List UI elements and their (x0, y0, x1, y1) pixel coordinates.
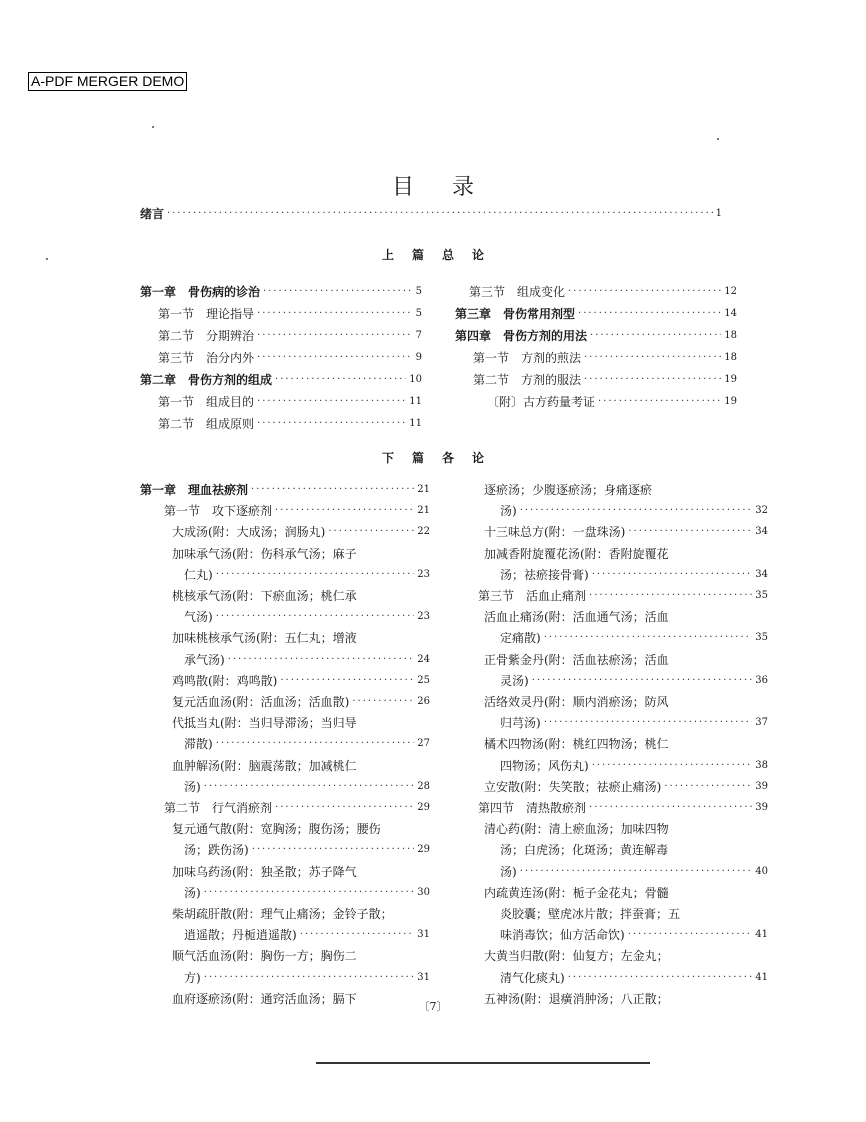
toc-entry-page: 40 (755, 865, 768, 877)
toc-entry[interactable] (484, 815, 768, 837)
toc-entry-page: 1 (715, 208, 722, 219)
leader-dots (216, 567, 415, 583)
toc-entry-title: 方) (184, 970, 201, 985)
toc-entry[interactable] (184, 879, 430, 901)
leader-dots (520, 503, 753, 519)
toc-entry-page: 18 (724, 352, 737, 363)
toc-entry-title: 血肿解汤(附：脑震荡散；加减桃仁 (172, 758, 357, 773)
toc-entry-page: 27 (417, 738, 430, 750)
leader-dots (257, 394, 406, 410)
toc-entry-page: 39 (755, 802, 768, 813)
toc-entry-page: 21 (417, 505, 430, 517)
toc-entry-title: 汤) (500, 504, 517, 519)
toc-entry-title: 归芎汤) (500, 716, 541, 731)
toc-entry[interactable] (172, 540, 430, 562)
toc-entry-title: 第四节 清热散瘀剂 (478, 801, 587, 815)
toc-entry-page: 5 (415, 308, 422, 319)
toc-entry-page: 31 (417, 971, 430, 983)
toc-entry-page: 23 (417, 611, 430, 623)
toc-entry-page: 30 (417, 886, 430, 898)
toc-entry-title: 第一章 骨伤病的诊治 (140, 285, 261, 299)
leader-dots (204, 885, 415, 901)
toc-entry-title: 炎胶囊；壁虎冰片散；拌蚕膏；五 (500, 907, 681, 921)
toc-entry-title: 汤；祛瘀接骨膏) (500, 567, 589, 582)
leader-dots (204, 970, 415, 986)
toc-entry[interactable] (484, 518, 768, 540)
leader-dots (628, 524, 752, 540)
toc-entry-title: 活络效灵丹(附：顺内消瘀汤；防风 (484, 695, 669, 709)
toc-entry-title: 鸡鸣散(附：鸡鸣散) (172, 673, 278, 688)
toc-entry[interactable] (172, 900, 430, 922)
toc-entry-intro[interactable] (140, 200, 722, 222)
leader-dots (664, 779, 752, 795)
toc-entry[interactable] (172, 942, 430, 964)
toc-entry-title: 仁丸) (184, 567, 213, 582)
toc-entry[interactable] (172, 667, 430, 689)
toc-entry[interactable] (500, 709, 768, 731)
toc-entry-title: 内疏黄连汤(附：栀子金花丸；骨髓 (484, 885, 669, 900)
toc-entry-title: 五神汤(附：退癀消肿汤；八正散； (484, 991, 669, 1006)
toc-entry[interactable] (172, 624, 430, 646)
toc-entry-title: 承气汤) (184, 652, 225, 667)
toc-entry[interactable] (484, 540, 768, 562)
leader-dots (300, 927, 415, 943)
toc-entry-page: 24 (417, 653, 430, 665)
toc-entry-title: 柴胡疏肝散(附：理气止痛汤；金铃子散； (172, 907, 393, 921)
toc-entry[interactable] (164, 497, 430, 519)
toc-entry-title: 汤) (184, 779, 201, 794)
toc-entry-title: 第三章 骨伤常用剂型 (455, 307, 576, 321)
demo-watermark: A-PDF MERGER DEMO (28, 72, 187, 91)
toc-entry-page: 38 (755, 759, 768, 771)
leader-dots (275, 503, 414, 519)
leader-dots (257, 306, 413, 322)
toc-entry-title: 正骨紫金丹(附：活血祛瘀汤；活血 (484, 652, 669, 667)
toc-entry-title: 大成汤(附：大成汤；润肠丸) (172, 525, 326, 540)
toc-entry-title: 汤) (184, 885, 201, 900)
toc-entry[interactable] (500, 858, 768, 880)
leader-dots (263, 284, 413, 300)
leader-dots (228, 652, 415, 668)
toc-entry-title: 大黄当归散(附：仙复方；左金丸； (484, 949, 669, 964)
toc-entry-title: 绪言 (140, 207, 165, 221)
toc-entry-title: 第一节 理论指导 (158, 307, 255, 321)
toc-entry-title: 汤) (500, 864, 517, 879)
toc-entry-title: 第二节 方剂的服法 (473, 373, 582, 387)
toc-entry[interactable] (500, 836, 768, 858)
toc-entry[interactable] (172, 688, 430, 710)
toc-entry[interactable] (484, 646, 768, 668)
toc-entry-page: 34 (755, 568, 768, 580)
toc-entry-title: 定痛散) (500, 631, 541, 646)
toc-entry-title: 复元通气散(附：宽胸汤；腹伤汤；腰伤 (172, 822, 381, 837)
toc-entry-title: 第三节 组成变化 (469, 285, 566, 299)
leader-dots (544, 715, 753, 731)
leader-dots (520, 864, 753, 880)
toc-entry-title: 加味承气汤(附：伤科承气汤；麻子 (172, 546, 357, 561)
leader-dots (584, 372, 721, 388)
toc-entry-title: 味消毒饮；仙方活命饮) (500, 928, 625, 943)
toc-entry-title: 第三节 治分内外 (158, 351, 255, 365)
toc-entry[interactable] (473, 366, 737, 388)
toc-entry-title: 第二节 行气消瘀剂 (164, 801, 273, 815)
toc-entry[interactable] (184, 836, 430, 858)
toc-entry[interactable] (484, 730, 768, 752)
toc-entry-title: 活血止痛汤(附：活血通气汤；活血 (484, 610, 669, 625)
toc-entry[interactable] (140, 476, 430, 498)
toc-entry-title: 汤；跌伤汤) (184, 843, 249, 858)
toc-entry-page: 22 (417, 526, 430, 538)
toc-entry-title: 橘术四物汤(附：桃红四物汤；桃仁 (484, 737, 669, 752)
toc-entry-title: 第一节 攻下逐瘀剂 (164, 504, 273, 519)
toc-entry[interactable] (158, 322, 422, 344)
toc-entry[interactable] (172, 709, 430, 731)
toc-entry-page: 25 (417, 674, 430, 686)
toc-entry[interactable] (164, 794, 430, 816)
toc-entry[interactable] (140, 366, 422, 388)
toc-entry-page: 41 (755, 929, 768, 941)
leader-dots (532, 673, 753, 689)
toc-entry[interactable] (500, 561, 768, 583)
toc-entry[interactable] (184, 561, 430, 583)
toc-entry[interactable] (500, 900, 768, 922)
toc-entry-page: 10 (409, 374, 422, 385)
toc-entry-title: 汤；白虎汤；化斑汤；黄连解毒 (500, 843, 669, 858)
toc-entry[interactable] (500, 752, 768, 774)
toc-entry-title: 血府逐瘀汤(附：通窍活血汤；膈下 (172, 991, 357, 1006)
toc-entry[interactable] (158, 344, 422, 366)
toc-entry-title: 第一节 组成目的 (158, 395, 255, 409)
toc-entry-title: 加减香附旋覆花汤(附：香附旋覆花 (484, 546, 669, 561)
toc-entry-page: 18 (724, 330, 737, 341)
toc-entry[interactable] (500, 667, 768, 689)
part1-heading: 上篇总论 (381, 248, 502, 262)
toc-entry-title: 桃核承气汤(附：下瘀血汤；桃仁承 (172, 589, 357, 603)
leader-dots (568, 284, 721, 300)
toc-entry-page: 9 (415, 352, 422, 363)
leader-dots (568, 970, 753, 986)
toc-entry[interactable] (184, 773, 430, 795)
toc-entry-page: 23 (417, 568, 430, 580)
toc-entry-title: 逍遥散；丹栀逍遥散) (184, 928, 297, 943)
toc-entry-page: 31 (417, 929, 430, 941)
toc-entry[interactable] (184, 730, 430, 752)
toc-entry[interactable] (140, 278, 422, 300)
toc-entry-title: 第二节 分期辨治 (158, 329, 255, 343)
toc-entry-title: 气汤) (184, 610, 213, 625)
toc-entry[interactable] (484, 603, 768, 625)
leader-dots (216, 609, 415, 625)
toc-entry-title: 复元活血汤(附：活血汤；活血散) (172, 695, 350, 709)
toc-entry[interactable] (473, 344, 737, 366)
leader-dots (275, 372, 406, 388)
toc-entry[interactable] (184, 646, 430, 668)
leader-dots (257, 350, 413, 366)
page-number: 〔7〕 (418, 1000, 448, 1013)
leader-dots (628, 927, 753, 943)
toc-entry[interactable] (484, 942, 768, 964)
toc-entry[interactable] (184, 603, 430, 625)
toc-entry-page: 35 (755, 632, 768, 644)
toc-entry-page: 7 (415, 330, 422, 341)
toc-entry-title: 加味乌药汤(附：独圣散；苏子降气 (172, 864, 357, 879)
toc-entry[interactable] (487, 388, 737, 410)
toc-entry[interactable] (455, 300, 737, 322)
toc-entry-page: 29 (417, 844, 430, 856)
toc-entry-page: 28 (417, 780, 430, 792)
toc-entry[interactable] (172, 858, 430, 880)
toc-entry-page: 29 (417, 802, 430, 813)
toc-entry-page: 39 (755, 780, 768, 792)
page-title: 目录 (391, 175, 512, 200)
toc-entry-title: 清气化痰丸) (500, 970, 565, 985)
toc-entry-title: 第二章 骨伤方剂的组成 (140, 373, 273, 387)
leader-dots (251, 482, 414, 498)
leader-dots (275, 800, 414, 816)
leader-dots (592, 758, 753, 774)
toc-entry[interactable] (455, 322, 737, 344)
toc-entry[interactable] (484, 879, 768, 901)
toc-entry[interactable] (500, 624, 768, 646)
bottom-rule (316, 1062, 650, 1064)
toc-entry[interactable] (478, 794, 768, 816)
toc-entry-title: 顺气活血汤(附：胸伤一方；胸伤二 (172, 949, 357, 964)
leader-dots (598, 394, 721, 410)
toc-entry-title: 四物汤；风伤丸) (500, 758, 589, 773)
toc-entry[interactable] (172, 815, 430, 837)
scan-speck (717, 138, 719, 140)
toc-entry-page: 11 (409, 396, 422, 407)
toc-entry[interactable] (500, 964, 768, 986)
leader-dots (257, 416, 406, 432)
toc-entry-title: 第二节 组成原则 (158, 417, 255, 431)
toc-entry[interactable] (172, 582, 430, 604)
toc-entry-page: 19 (724, 396, 737, 407)
toc-entry-title: 第一章 理血祛瘀剂 (140, 483, 249, 497)
toc-entry-page: 26 (417, 696, 430, 707)
leader-dots (204, 779, 415, 795)
toc-entry[interactable] (478, 582, 768, 604)
toc-entry[interactable] (158, 410, 422, 432)
toc-entry[interactable] (500, 497, 768, 519)
toc-entry[interactable] (500, 921, 768, 943)
scan-speck (152, 126, 154, 128)
leader-dots (590, 328, 721, 344)
leader-dots (216, 736, 415, 752)
toc-entry[interactable] (184, 921, 430, 943)
toc-entry-title: 第一节 方剂的煎法 (473, 351, 582, 365)
toc-entry-page: 12 (724, 286, 737, 297)
toc-entry-page: 34 (755, 526, 768, 538)
toc-entry[interactable] (484, 688, 768, 710)
leader-dots (544, 630, 753, 646)
leader-dots (280, 673, 414, 689)
toc-entry-page: 19 (724, 374, 737, 385)
toc-entry[interactable] (484, 476, 768, 498)
toc-entry-page: 32 (755, 505, 768, 517)
leader-dots (167, 206, 713, 222)
toc-entry[interactable] (469, 278, 737, 300)
toc-entry-page: 11 (409, 418, 422, 429)
toc-entry-page: 21 (417, 484, 430, 495)
leader-dots (589, 800, 752, 816)
toc-entry-title: 灵汤) (500, 673, 529, 688)
leader-dots (352, 694, 414, 710)
toc-entry-title: 十三味总方(附：一盘珠汤) (484, 525, 626, 540)
toc-entry[interactable] (484, 773, 768, 795)
leader-dots (589, 588, 752, 604)
toc-entry-title: 第三节 活血止痛剂 (478, 589, 587, 603)
toc-entry-page: 37 (755, 717, 768, 729)
scan-speck (46, 258, 48, 260)
toc-entry-page: 36 (755, 674, 768, 686)
leader-dots (257, 328, 413, 344)
toc-entry[interactable] (172, 518, 430, 540)
toc-entry[interactable] (172, 752, 430, 774)
toc-entry-title: 滞散) (184, 737, 213, 752)
leader-dots (584, 350, 721, 366)
toc-entry-title: 〔附〕古方药量考证 (487, 395, 596, 409)
toc-entry-title: 加味桃核承气汤(附：五仁丸；增液 (172, 631, 357, 646)
leader-dots (328, 524, 414, 540)
toc-entry-title: 逐瘀汤；少腹逐瘀汤；身痛逐瘀 (484, 483, 653, 497)
toc-entry-page: 41 (755, 971, 768, 983)
toc-entry-title: 代抵当丸(附：当归导滞汤；当归导 (172, 716, 357, 731)
toc-entry[interactable] (158, 300, 422, 322)
toc-entry-title: 立安散(附：失笑散；祛瘀止痛汤) (484, 779, 662, 794)
toc-entry-page: 5 (415, 286, 422, 297)
toc-entry-page: 35 (755, 590, 768, 601)
toc-entry-title: 清心药(附：清上瘀血汤；加味四物 (484, 822, 669, 837)
toc-entry-title: 第四章 骨伤方剂的用法 (455, 329, 588, 343)
leader-dots (592, 567, 753, 583)
leader-dots (578, 306, 721, 322)
toc-entry-page: 14 (724, 308, 737, 319)
toc-entry[interactable] (184, 964, 430, 986)
part2-heading: 下篇各论 (381, 451, 502, 465)
leader-dots (252, 842, 415, 858)
toc-entry[interactable] (158, 388, 422, 410)
